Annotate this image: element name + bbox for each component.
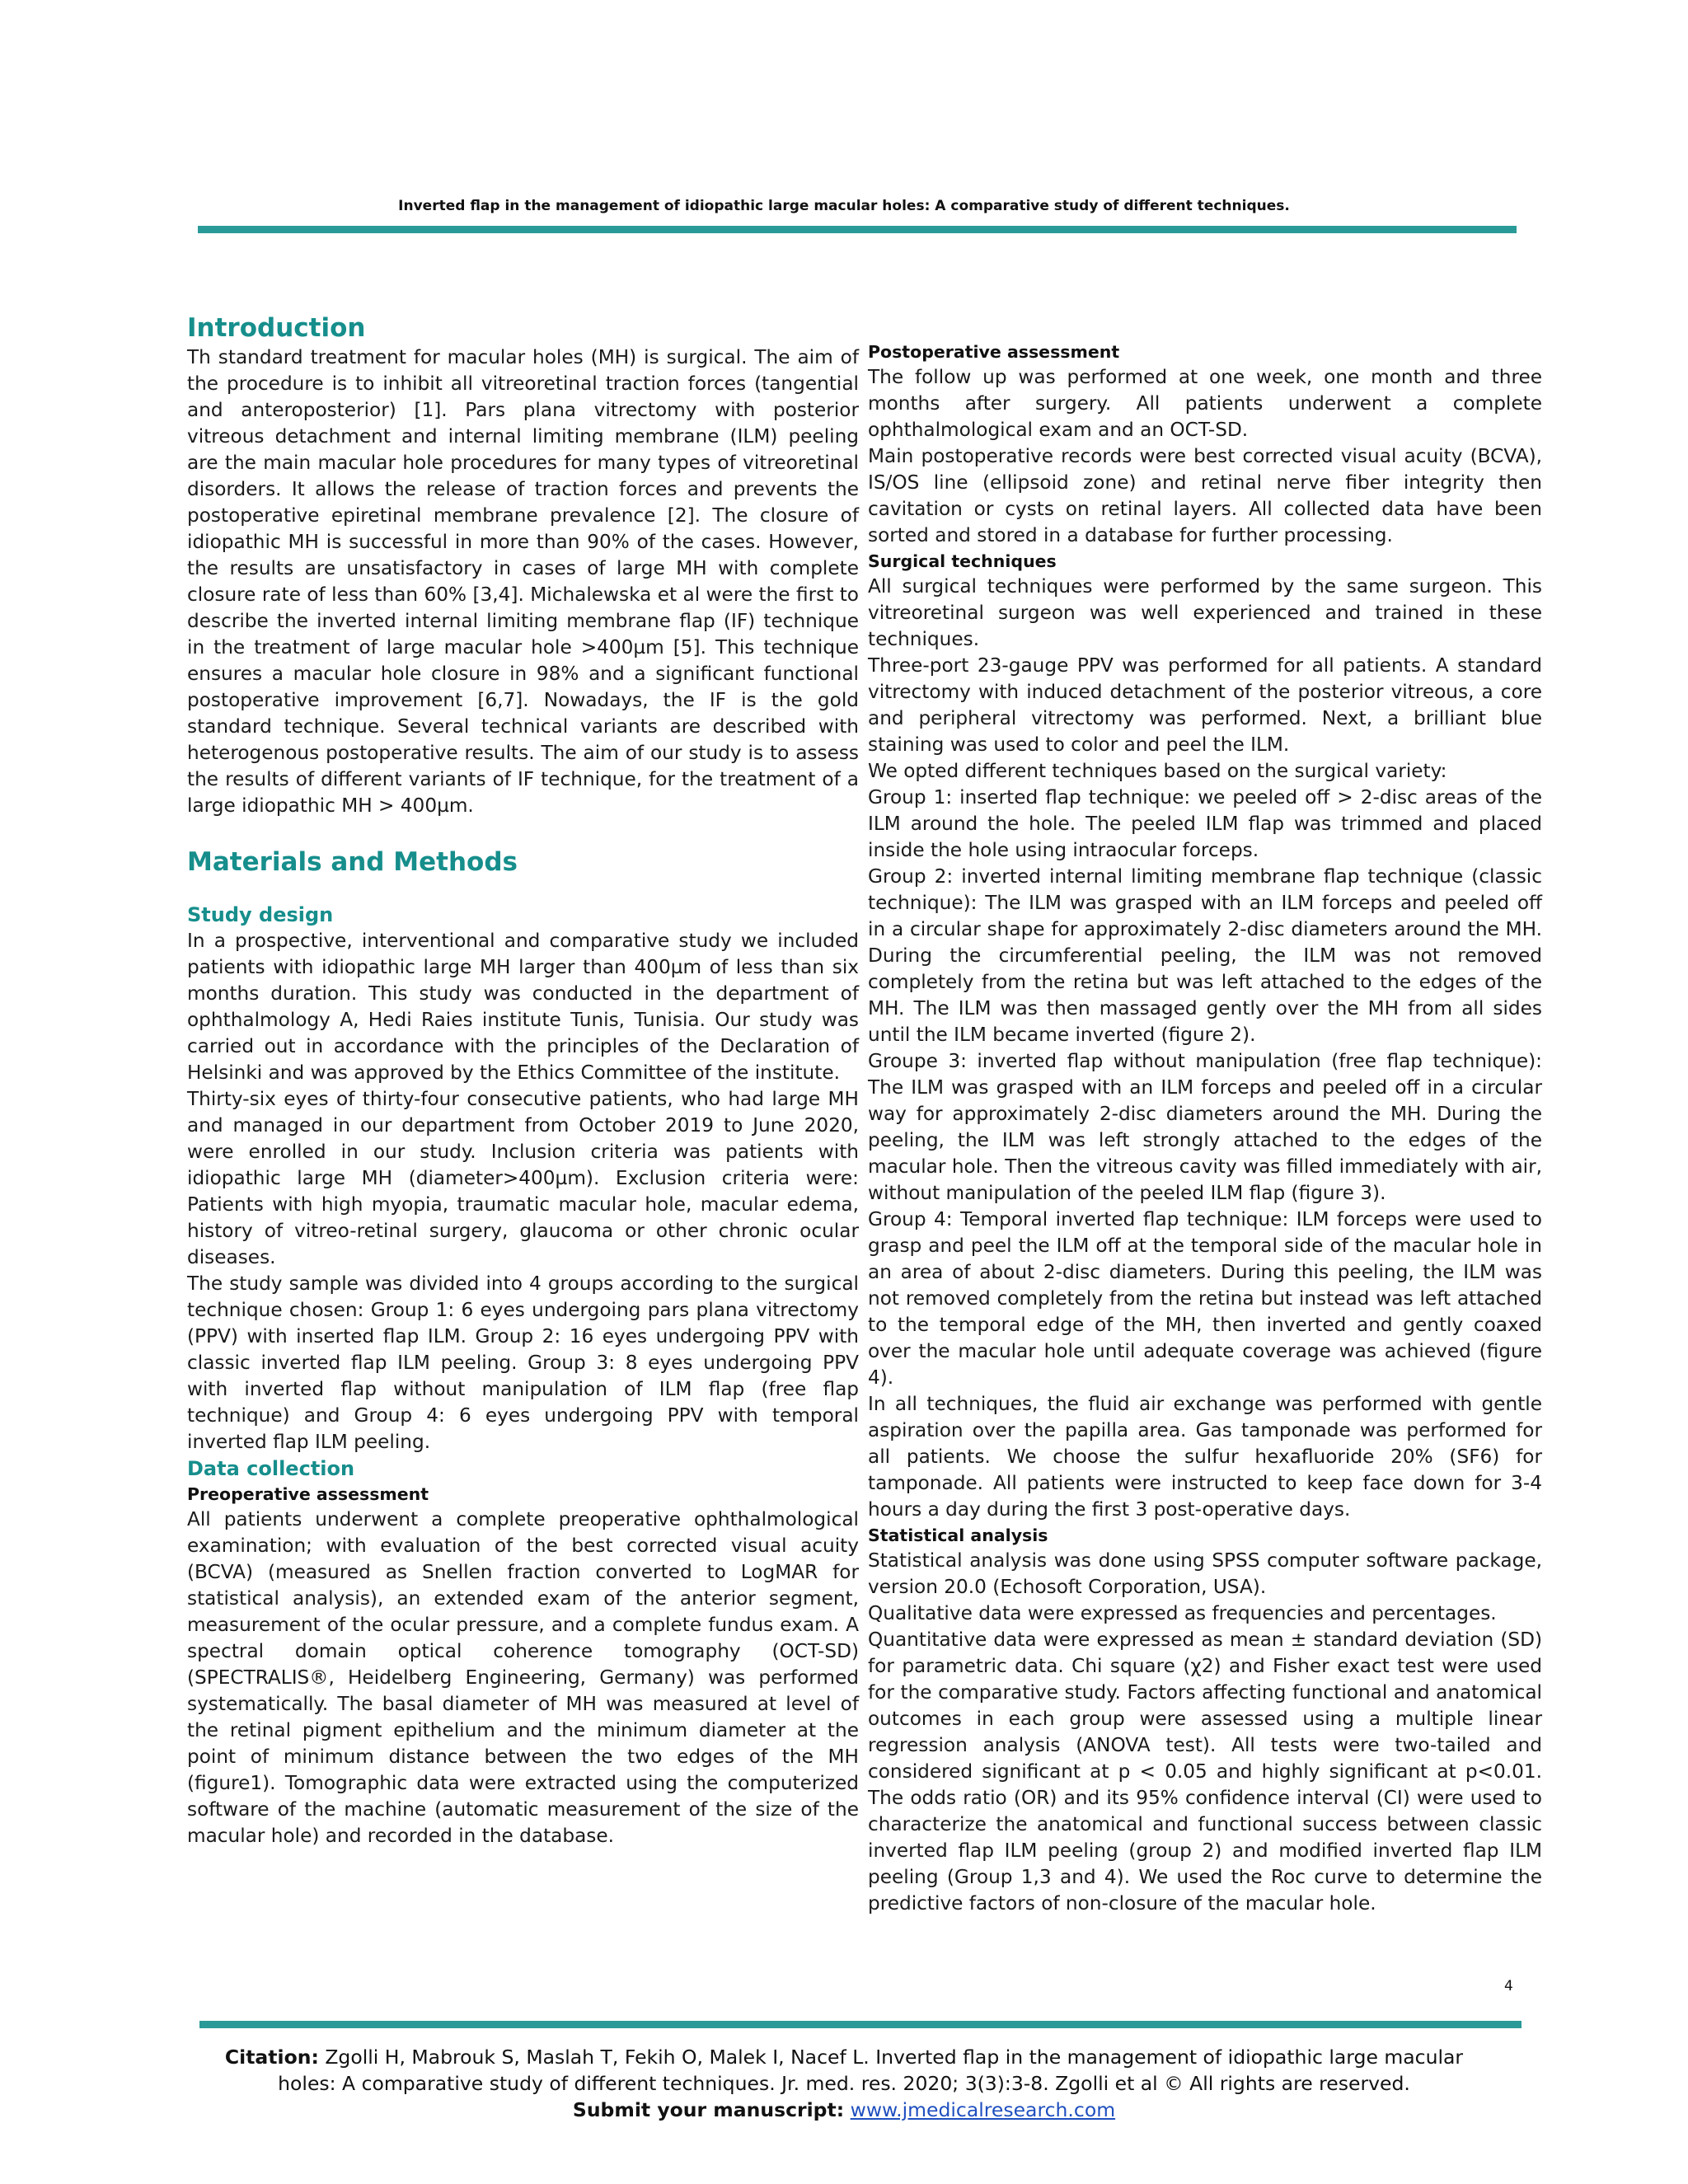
data-collection-heading: Data collection xyxy=(187,1457,355,1480)
study-design-paragraph: Thirty-six eyes of thirty-four consecutive patients, who had large MH and managed in our department from October 2019 to June 2020, were enrolled in our study. Inclusion criteria was patients with idiopathic large MH (diameter>400µm). Exclusion criteria were: Patients with high myopia, traumatic macular hole, macular edema, history of vitreo-retinal surgery, glaucoma or other chronic ocular diseases. xyxy=(187,1088,859,1268)
footer-rule xyxy=(199,2021,1522,2028)
surgical-paragraph: In all techniques, the fluid air exchange was performed with gentle aspiration over the papilla area. Gas tamponade was performed for all patients. We choose the sulfur hexafluoride 20% (SF6) for tamponade. All patients were instructed to keep face down for 3-4 hours a day during the first 3 post-operative days. xyxy=(868,1393,1542,1521)
postoperative-paragraph: The follow up was performed at one week, one month and three months after surgery. All patients underwent a complete ophthalmological exam and an OCT-SD. xyxy=(868,366,1542,441)
citation-text: Zgolli H, Mabrouk S, Maslah T, Fekih O, Malek I, Nacef L. Inverted flap in the management of idiopathic large macular xyxy=(318,2046,1464,2069)
statistics-paragraph: Quantitative data were expressed as mean ± standard deviation (SD) for parametric data. Chi square (χ2) and Fisher exact test were used for the comparative study. Factors affecting functional and anatomical outcomes in each group were assessed using a multiple linear regression analysis (ANOVA test). All tests were two-tailed and considered significant at p < 0.05 and highly significant at p<0.01. The odds ratio (OR) and its 95% confidence interval (CI) were used to characterize the anatomical and functional success between classic inverted flap ILM peeling (group 2) and modified inverted flap ILM peeling (Group 1,3 and 4). We used the Roc curve to determine the predictive factors of non-closure of the macular hole. xyxy=(868,1629,1542,1915)
surgical-techniques-heading: Surgical techniques xyxy=(868,551,1057,571)
surgical-paragraph: Three-port 23-gauge PPV was performed for all patients. A standard vitrectomy with induced detachment of the posterior vitreous, a core and peripheral vitrectomy was performed. Next, a brilliant blue staining was used to color and peel the ILM. xyxy=(868,654,1542,756)
surgical-paragraph: Group 1: inserted flap technique: we peeled off > 2-disc areas of the ILM around the hole. The peeled ILM flap was trimmed and placed inside the hole using intraocular forceps. xyxy=(868,786,1542,861)
page-number: 4 xyxy=(1504,1978,1513,1994)
running-head: Inverted flap in the management of idiopathic large macular holes: A comparative study of different techniques. xyxy=(398,198,1290,214)
surgical-paragraph: We opted different techniques based on the surgical variety: xyxy=(868,760,1447,782)
surgical-paragraph: Group 4: Temporal inverted flap technique: ILM forceps were used to grasp and peel the ILM off at the temporal side of the macular hole in an area of about 2-disc diameters. During this peeling, the ILM was not removed completely from the retina but instead was left attached to the temporal edge of the MH, then inverted and gently coaxed over the macular hole until adequate coverage was achieved (figure 4). xyxy=(868,1208,1542,1389)
introduction-heading: Introduction xyxy=(187,313,366,343)
submit-line xyxy=(0,2097,1688,2123)
journal-website-link[interactable]: www.jmedicalresearch.com xyxy=(850,2098,1116,2121)
statistics-paragraph: Statistical analysis was done using SPSS computer software package, version 20.0 (Echosoft Corporation, USA). xyxy=(868,1549,1542,1598)
citation-label: Citation: xyxy=(224,2046,319,2069)
preoperative-heading: Preoperative assessment xyxy=(187,1484,429,1504)
statistical-analysis-heading: Statistical analysis xyxy=(868,1526,1048,1545)
citation-line: holes: A comparative study of different techniques. Jr. med. res. 2020; 3(3):3-8. Zgolli et al © All rights are reserved. xyxy=(278,2072,1410,2095)
introduction-text: Th standard treatment for macular holes (MH) is surgical. The aim of the procedure is to inhibit all vitreoretinal traction forces (tangential and anteroposterior) [1]. Pars plana vitrectomy with posterior vitreous detachment and internal limiting membrane (ILM) peeling are the main macular hole procedures for many types of vitreoretinal disorders. It allows the release of traction forces and prevents the postoperative epiretinal membrane prevalence [2]. The closure of idiopathic MH is successful in more than 90% of the cases. However, the results are unsatisfactory in cases of large MH with complete closure rate of less than 60% [3,4]. Michalewska et al were the first to describe the inverted internal limiting membrane flap (IF) technique in the treatment of large macular hole >400µm [5]. This technique ensures a macular hole closure in 98% and a significant functional postoperative improvement [6,7]. Nowadays, the IF is the gold standard technique. Several technical variants are described with heterogenous postoperative results. The aim of our study is to assess the results of different variants of IF technique, for the treatment of a large idiopathic MH > 400µm. xyxy=(187,346,859,817)
postoperative-heading: Postoperative assessment xyxy=(868,342,1120,362)
study-design-heading: Study design xyxy=(187,903,334,926)
header-rule xyxy=(198,226,1517,233)
surgical-paragraph: All surgical techniques were performed by the same surgeon. This vitreoretinal surgeon was well experienced and trained in these techniques. xyxy=(868,575,1542,650)
preoperative-text: All patients underwent a complete preoperative ophthalmological examination; with evaluation of the best corrected visual acuity (BCVA) (measured as Snellen fraction converted to LogMAR for statistical analysis), an extended exam of the anterior segment, measurement of the ocular pressure, and a complete fundus exam. A spectral domain optical coherence tomography (OCT-SD) (SPECTRALIS®, Heidelberg Engineering, Germany) was performed systematically. The basal diameter of MH was measured at level of the retinal pigment epithelium and the minimum diameter at the point of minimum distance between the two edges of the MH (figure1). Tomographic data were extracted using the computerized software of the machine (automatic measurement of the size of the macular hole) and recorded in the database. xyxy=(187,1508,859,1847)
postoperative-paragraph: Main postoperative records were best corrected visual acuity (BCVA), IS/OS line (ellipsoid zone) and retinal nerve fiber integrity then cavitation or cysts on retinal layers. All collected data have been sorted and stored in a database for further processing. xyxy=(868,445,1542,546)
study-design-paragraph: The study sample was divided into 4 groups according to the surgical technique chosen: Group 1: 6 eyes undergoing pars plana vitrectomy (PPV) with inserted flap ILM. Group 2: 16 eyes undergoing PPV with classic inverted flap ILM peeling. Group 3: 8 eyes undergoing PPV with inverted flap without manipulation of ILM flap (free flap technique) and Group 4: 6 eyes undergoing PPV with temporal inverted flap ILM peeling. xyxy=(187,1272,859,1453)
surgical-paragraph: Group 2: inverted internal limiting membrane flap technique (classic technique): The ILM was grasped with an ILM forceps and peeled off in a circular shape for approximately 2-disc diameters around the MH. During the circumferential peeling, the ILM was not removed completely from the retina but was left attached to the edges of the MH. The ILM was then massaged gently over the MH from all sides until the ILM became inverted (figure 2). xyxy=(868,865,1542,1046)
methods-heading: Materials and Methods xyxy=(187,847,518,877)
statistics-paragraph: Qualitative data were expressed as frequencies and percentages. xyxy=(868,1602,1497,1624)
surgical-paragraph: Groupe 3: inverted flap without manipulation (free flap technique): The ILM was grasped with an ILM forceps and peeled off in a circular way for approximately 2-disc diameters around the MH. During the peeling, the ILM was left strongly attached to the edges of the macular hole. Then the vitreous cavity was filled immediately with air, without manipulation of the peeled ILM flap (figure 3). xyxy=(868,1050,1542,1204)
study-design-paragraph: In a prospective, interventional and comparative study we included patients with idiopathic large MH larger than 400µm of less than six months duration. This study was conducted in the department of ophthalmology A, Hedi Raies institute Tunis, Tunisia. Our study was carried out in accordance with the principles of the Declaration of Helsinki and was approved by the Ethics Committee of the institute. xyxy=(187,930,859,1084)
citation-footer xyxy=(0,2044,1688,2123)
right-column xyxy=(868,340,1542,1917)
submit-label: Submit your manuscript: xyxy=(572,2098,845,2121)
left-column xyxy=(187,312,859,1849)
citation-line xyxy=(0,2044,1688,2070)
